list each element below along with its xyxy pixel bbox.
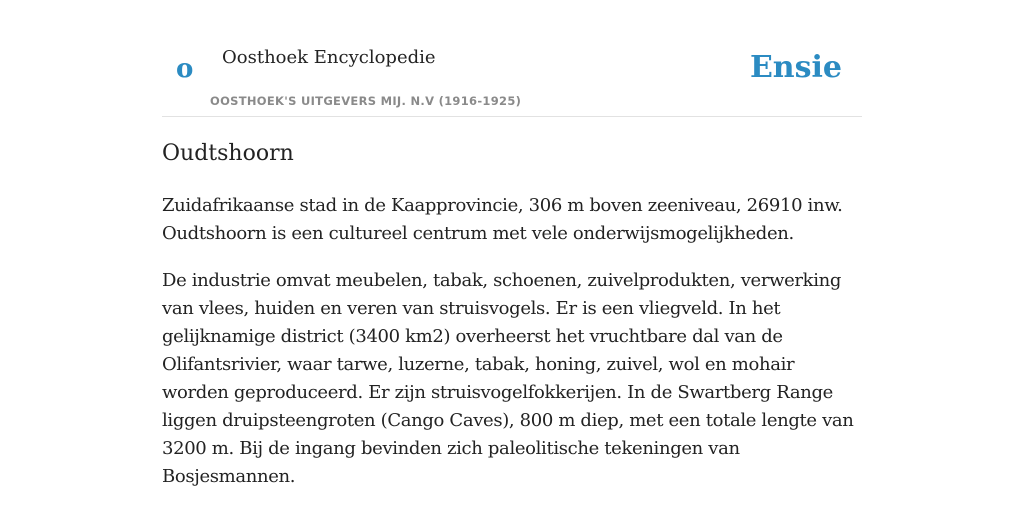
article-paragraph: Zuidafrikaanse stad in de Kaapprovincie, 306 m boven zeeniveau, 26910 inw. Oudtshoorn is een cultureel centrum met vele onderwijsmogelijkheden. — [162, 195, 843, 244]
source-logo: o — [176, 54, 194, 84]
article-title: Oudtshoorn — [162, 141, 294, 166]
brand-logo-link[interactable]: Ensie — [749, 50, 842, 85]
source-publisher: OOSTHOEK'S UITGEVERS MIJ. N.V (1916-1925) — [210, 94, 522, 108]
source-title[interactable]: Oosthoek Encyclopedie — [222, 47, 436, 68]
article-paragraph: De industrie omvat meubelen, tabak, schoenen, zuivelprodukten, verwerking van vlees, huiden en veren van struisvogels. Er is een vliegveld. In het gelijknamige district (3400 km2) overheerst het vruchtbare dal van de Olifantsrivier, waar tarwe, luzerne, tabak, honing, zuivel, wol en mohair worden geproduceerd. Er zijn struisvogelfokkerijen. In de Swartberg Range liggen druipsteengroten (Cango Caves), 800 m diep, met een totale lengte van 3200 m. Bij de ingang bevinden zich paleolitische tekeningen van Bosjesmannen. — [162, 270, 854, 487]
source-header — [162, 0, 862, 117]
article-body — [162, 192, 862, 510]
page-content — [162, 0, 862, 487]
